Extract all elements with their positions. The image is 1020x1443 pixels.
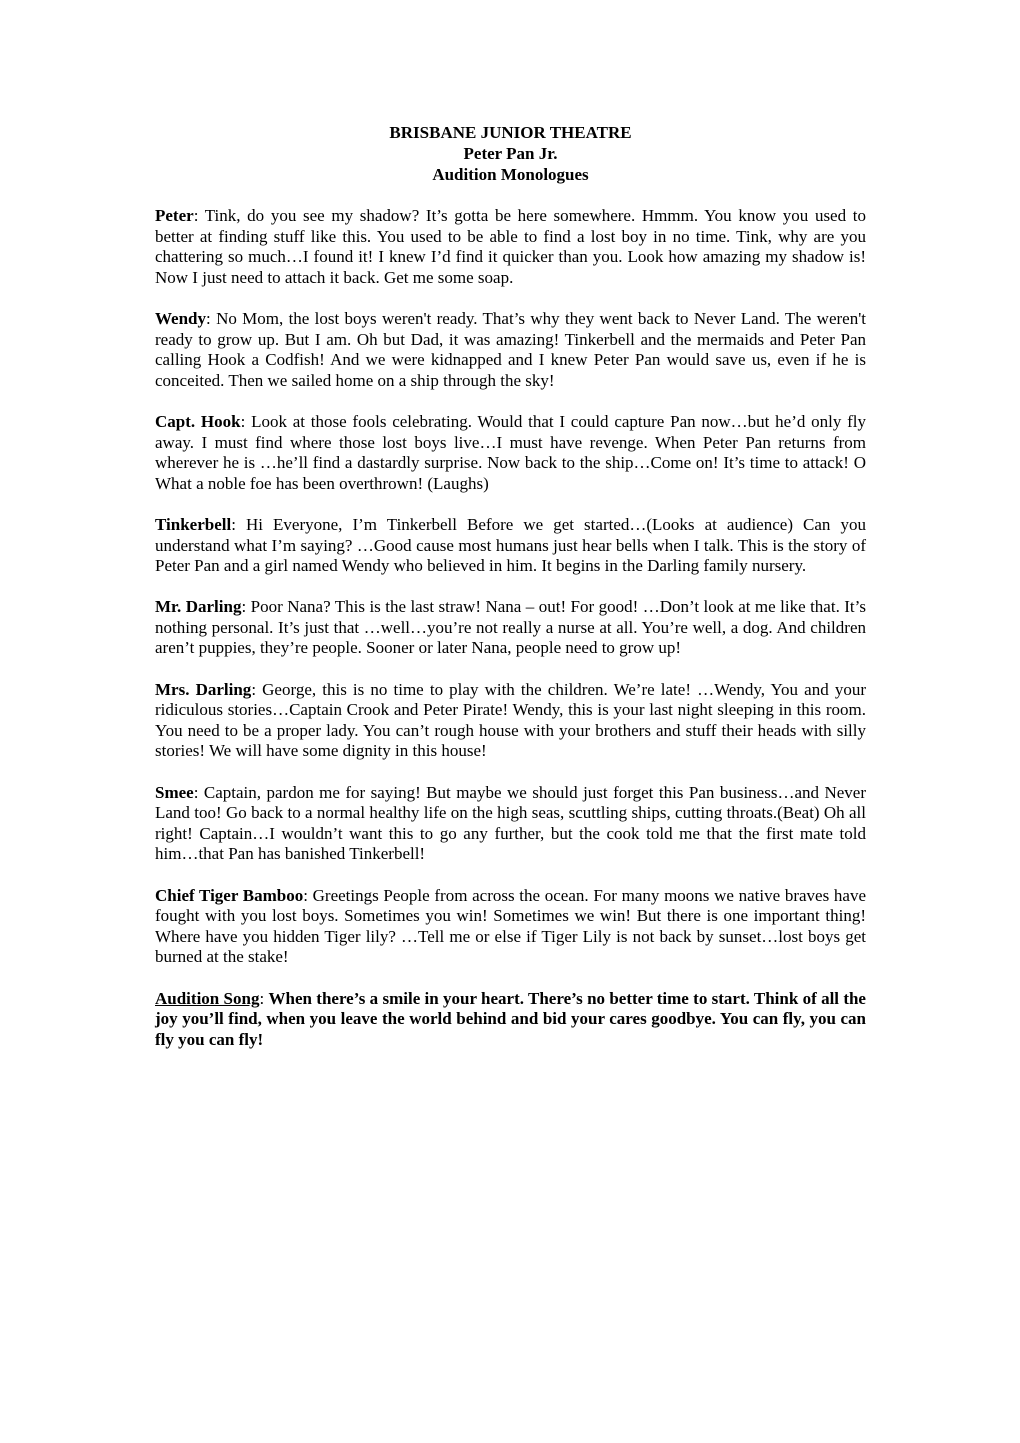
speaker-name: Peter bbox=[155, 206, 194, 225]
monologue-smee: Smee: Captain, pardon me for saying! But maybe we should just forget this Pan business…and Never Land too! Go back to a normal healthy life on the high seas, scuttling ships, cutting throats.(Beat) Oh all right! Captain…I wouldn’t want this to go any further, but the cook told me that the first mate told him…that Pan has banished Tinkerbell! bbox=[155, 782, 866, 864]
speaker-name: Wendy bbox=[155, 308, 207, 328]
speaker-name: Mr. Darling bbox=[155, 597, 242, 617]
monologue-chief-tiger-bamboo: Chief Tiger Bamboo: Greetings People from across the ocean. For many moons we native braves have fought with you lost boys. Sometimes you win! Sometimes we win! But there is one important thing! Where have you hidden Tiger lily? …Tell me or else if Tiger Lily is not back by sunset…lost boys get burned at the stake! bbox=[155, 885, 866, 967]
audition-song-lyrics: When there’s a smile in your heart. There’s no better time to start. Think of all the joy you’ll find, when you leave the world behind and bid your cares goodbye. You can fly, you can fly you can fly! bbox=[155, 988, 866, 1049]
monologue-text: Greetings People from across the ocean. For many moons we native braves have fought with you lost boys. Sometimes you win! Sometimes we win! But there is one important thing! Where have you hidden Tiger lily? …Tell me or else if Tiger Lily is not back by sunset…lost boys get burned at the stake! bbox=[155, 885, 866, 967]
monologue-capt-hook: Capt. Hook: Look at those fools celebrating. Would that I could capture Pan now…but he’d only fly away. I must find where those lost boys live…I must have revenge. When Peter Pan returns from wherever he is …he’ll find a dastardly surprise. Now back to the ship…Come on! It’s time to attack! O What a noble foe has been overthrown! (Laughs) bbox=[155, 411, 866, 493]
monologue-tinkerbell: Tinkerbell: Hi Everyone, I’m Tinkerbell Before we get started…(Looks at audience) Can you understand what I’m saying? …Good cause most humans just hear bells when I talk. This is the story of Peter Pan and a girl named Wendy who believed in him. It begins in the Darling family nursery. bbox=[155, 514, 866, 576]
monologue-text: Hi Everyone, I’m Tinkerbell Before we get started…(Looks at audience) Can you understand what I’m saying? …Good cause most humans just hear bells when I talk. This is the story of Peter Pan and a girl named Wendy who believed in him. It begins in the Darling family nursery. bbox=[155, 514, 866, 576]
org-title: BRISBANE JUNIOR THEATRE bbox=[389, 123, 632, 142]
monologue-text: Captain, pardon me for saying! But maybe we should just forget this Pan business…and Never Land too! Go back to a normal healthy life on the high seas, scuttling ships, cutting throats.(Beat) Oh all right! Captain…I wouldn’t want this to go any further, but the cook told me that the first mate told him…that Pan has banished Tinkerbell! bbox=[155, 782, 866, 864]
speaker-name: Tinkerbell bbox=[155, 514, 232, 534]
monologue-text: Poor Nana? This is the last straw! Nana – out! For good! …Don’t look at me like that. It’s nothing personal. It’s just that …well…you’re not really a nurse at all. You’re well, a dog. And children aren’t puppies, they’re people. Sooner or later Nana, people need to grow up! bbox=[155, 597, 866, 658]
speaker-name: Smee bbox=[155, 782, 194, 802]
speaker-name: Capt. Hook bbox=[155, 411, 241, 431]
monologue-text: Tink, do you see my shadow? It’s gotta be here somewhere. Hmmm. You know you used to better at finding stuff like this. You used to be able to find a lost boy in no time. Tink, why are you chattering so much…I found it! I knew I’d find it quicker than you. Look how amazing my shadow is! Now I just need to attach it back. Get me some soap. bbox=[155, 206, 866, 287]
monologue-text: Look at those fools celebrating. Would that I could capture Pan now…but he’d only fly away. I must find where those lost boys live…I must have revenge. When Peter Pan returns from wherever he is …he’ll find a dastardly surprise. Now back to the ship…Come on! It’s time to attack! O What a noble foe has been overthrown! (Laughs) bbox=[155, 411, 866, 493]
speaker-name: Mrs. Darling bbox=[155, 679, 252, 699]
speaker-name: Chief Tiger Bamboo bbox=[155, 885, 304, 905]
monologue-mrs-darling: Mrs. Darling: George, this is no time to play with the children. We’re late! …Wendy, You and your ridiculous stories…Captain Crook and Peter Pirate! Wendy, this is your last night sleeping in this room. You need to be a proper lady. You can’t rough house with your brothers and stuff their heads with silly stories! We will have some dignity in this house! bbox=[155, 679, 866, 761]
monologue-text: No Mom, the lost boys weren't ready. That’s why they went back to Never Land. The weren't ready to grow up. But I am. Oh but Dad, it was amazing! Tinkerbell and the mermaids and Peter Pan calling Hook a Codfish! And we were kidnapped and I knew Peter Pan would save us, even if he is conceited. Then we sailed home on a ship through the sky! bbox=[155, 308, 866, 390]
show-title: Peter Pan Jr. bbox=[463, 144, 558, 163]
monologue-mr-darling: Mr. Darling: Poor Nana? This is the last straw! Nana – out! For good! …Don’t look at me like that. It’s nothing personal. It’s just that …well…you’re not really a nurse at all. You’re well, a dog. And children aren’t puppies, they’re people. Sooner or later Nana, people need to grow up! bbox=[155, 597, 866, 658]
audition-song-label: Audition Song bbox=[155, 988, 260, 1008]
document-header bbox=[155, 122, 866, 185]
monologue-text: George, this is no time to play with the children. We’re late! …Wendy, You and your ridiculous stories…Captain Crook and Peter Pirate! Wendy, this is your last night sleeping in this room. You need to be a proper lady. You can’t rough house with your brothers and stuff their heads with silly stories! We will have some dignity in this house! bbox=[155, 679, 866, 761]
monologue-peter: Peter: Tink, do you see my shadow? It’s gotta be here somewhere. Hmmm. You know you used to better at finding stuff like this. You used to be able to find a lost boy in no time. Tink, why are you chattering so much…I found it! I knew I’d find it quicker than you. Look how amazing my shadow is! Now I just need to attach it back. Get me some soap. bbox=[155, 206, 866, 287]
document-subtitle: Audition Monologues bbox=[432, 165, 589, 184]
monologue-wendy: Wendy: No Mom, the lost boys weren't ready. That’s why they went back to Never Land. The weren't ready to grow up. But I am. Oh but Dad, it was amazing! Tinkerbell and the mermaids and Peter Pan calling Hook a Codfish! And we were kidnapped and I knew Peter Pan would save us, even if he is conceited. Then we sailed home on a ship through the sky! bbox=[155, 308, 866, 390]
audition-song: Audition Song: When there’s a smile in your heart. There’s no better time to start. Think of all the joy you’ll find, when you leave the world behind and bid your cares goodbye. You can fly, you can fly you can fly! bbox=[155, 988, 866, 1049]
document-page bbox=[155, 122, 866, 1071]
